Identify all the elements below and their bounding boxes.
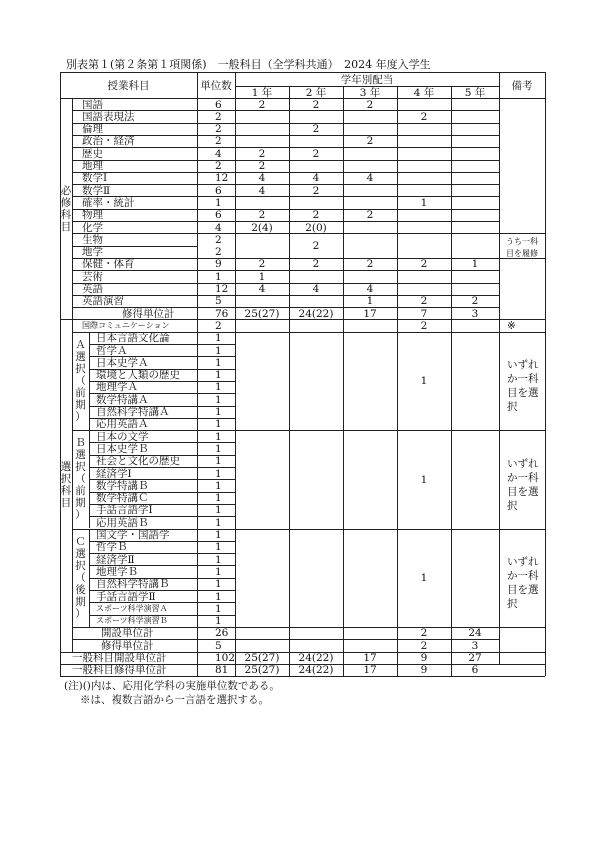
remark-note: か一科 [507, 570, 539, 583]
subject-name: 経済学Ⅱ [96, 553, 135, 566]
subject-name: 自然科学特講Ｂ [96, 578, 170, 591]
credit-value: 1 [215, 356, 222, 369]
total-year: 17 [363, 307, 377, 320]
table-rule [343, 98, 344, 664]
header-year: 5 年 [464, 87, 486, 99]
credit-value: 1 [215, 479, 222, 492]
credit-value: 1 [215, 196, 222, 209]
credit-value: 4 [215, 147, 222, 160]
year-credit: 2 [420, 295, 428, 308]
subject-name: 化学 [82, 221, 103, 234]
credit-value: 1 [215, 332, 222, 345]
subject-name: 哲学Ａ [96, 344, 128, 357]
credit-value: 1 [215, 553, 222, 566]
footnote: (注)()内は、応用化学科の実施単位数である。 [64, 680, 280, 693]
header-allocation: 学年別配当 [340, 73, 394, 86]
elective-group-label: Ｂ 選 択 （ 前 期 ） [75, 437, 86, 522]
credit-value: 12 [215, 172, 229, 185]
year-credit: 2 [312, 98, 320, 111]
credit-value: 1 [215, 578, 222, 591]
table-rule [235, 184, 499, 185]
total-year: 2 [420, 627, 428, 640]
credit-value: 6 [215, 209, 222, 222]
table-rule [235, 664, 236, 676]
grand-total-label: 一般科目開設単位計 [72, 652, 167, 664]
credit-value: 2 [215, 319, 222, 332]
year-credit: 2(0) [305, 221, 327, 234]
year-credit: 4 [312, 283, 320, 295]
page-title: 別表第１(第２条第１項関係) 一般科目（全学科共通） 2024 年度入学生 [66, 58, 431, 71]
year-credit: 2 [366, 98, 374, 111]
year-credit: 1 [420, 473, 428, 486]
year-credit: 2 [312, 184, 320, 197]
subject-name: 手話言語学Ⅱ [96, 590, 156, 603]
grand-total-year: 6 [471, 664, 479, 677]
elective-group-label: 選 択 科 目 [60, 461, 72, 510]
year-credit: 2 [420, 258, 428, 271]
subject-name: 生物 [82, 233, 103, 246]
credit-value: 4 [215, 221, 222, 234]
table-rule [235, 147, 499, 148]
total-year: 3 [471, 307, 479, 320]
subject-name: 日本史学Ａ [96, 356, 149, 369]
grand-total-credit: 102 [215, 652, 236, 664]
header-year: 2 年 [305, 87, 327, 99]
credit-value: 6 [215, 184, 222, 197]
subject-name: 地理学Ａ [96, 381, 138, 394]
grand-total-year: 17 [363, 652, 377, 664]
remark-note: 目を選 [507, 485, 539, 498]
credit-value: 1 [215, 418, 222, 431]
subject-name: スポーツ科学演習Ａ [96, 603, 168, 613]
table-rule [235, 123, 499, 124]
table-rule [197, 72, 198, 98]
table-rule [235, 270, 499, 271]
subject-name: 政治・経済 [82, 135, 135, 148]
remark-rule [499, 258, 545, 259]
year-credit: 2 [258, 160, 266, 172]
credit-value: 1 [215, 442, 222, 455]
total-year: 7 [420, 307, 428, 320]
subject-name: 国際コミュニケーション [82, 320, 170, 330]
remark-note: 目を選 [507, 387, 539, 400]
remark-note: 目を履修 [506, 249, 538, 259]
subject-name: 数学Ⅱ [82, 184, 111, 197]
year-credit: 2 [366, 209, 374, 222]
grand-total-year: 25(27) [244, 664, 280, 677]
credit-value: 1 [215, 406, 222, 418]
subject-name: 日本史学Ｂ [96, 442, 149, 455]
remark-note: か一科 [507, 373, 539, 386]
remark-note: 択 [507, 598, 518, 611]
credit-value: 1 [215, 344, 222, 357]
subject-name: 日本の文学 [96, 430, 149, 443]
subject-name: 数学特講Ｂ [96, 479, 149, 492]
table-rule [397, 664, 398, 676]
remark-note: 択 [507, 401, 518, 414]
table-rule [451, 86, 452, 98]
table-top-border [60, 72, 545, 73]
year-credit: 2 [258, 258, 266, 271]
year-credit: 1 [420, 375, 428, 388]
total-year: 24 [468, 627, 482, 640]
credit-value: 1 [215, 369, 222, 382]
subject-name: 歴史 [82, 147, 103, 160]
subject-name: スポーツ科学演習Ｂ [96, 616, 168, 626]
header-subject: 授業科目 [107, 79, 150, 92]
year-credit: 2 [258, 209, 266, 222]
year-credit: 2(4) [251, 221, 273, 234]
credit-value: 9 [215, 258, 222, 271]
table-rule [289, 86, 290, 98]
grand-total-credit: 81 [215, 664, 229, 677]
credit-value: 1 [215, 430, 222, 443]
year-credit: 2 [312, 147, 320, 160]
table-rule [289, 664, 290, 676]
subject-name: 国文学・国語学 [96, 529, 170, 541]
total-credit: 76 [215, 307, 229, 320]
remark-note: 択 [507, 499, 518, 512]
remark-rule [499, 233, 545, 234]
subject-name: 社会と文化の歴史 [96, 455, 180, 468]
total-credit: 5 [215, 639, 222, 652]
table-rule [397, 98, 398, 664]
subject-name: 経済学Ⅰ [96, 467, 132, 480]
table-rule [235, 196, 499, 197]
remark-note: 目を選 [507, 584, 539, 597]
header-year: 1 年 [251, 87, 273, 99]
subject-name: 数学Ⅰ [82, 172, 108, 185]
table-rule [343, 86, 344, 98]
credit-value: 1 [215, 516, 222, 529]
credit-value: 2 [215, 110, 222, 123]
subject-name: 芸術 [82, 270, 103, 283]
header-credits: 単位数 [200, 79, 232, 92]
table-rule [235, 98, 236, 664]
table-rule [499, 98, 500, 664]
credit-value: 1 [215, 467, 222, 480]
credit-value: 1 [215, 565, 222, 578]
table-rule [235, 221, 499, 222]
total-year: 24(22) [298, 307, 334, 320]
subject-name: 地理 [82, 160, 103, 172]
subject-name: 手話言語学Ⅰ [96, 504, 153, 517]
elective-group-label: Ａ 選 択 （ 前 期 ） [75, 338, 86, 423]
grand-total-year: 17 [363, 664, 377, 677]
subject-name: 保健・体育 [82, 258, 135, 271]
year-credit: 2 [420, 319, 428, 332]
subject-name: 数学特講Ａ [96, 393, 149, 406]
credit-value: 1 [215, 529, 222, 541]
year-credit: 1 [471, 258, 479, 271]
credit-value: 1 [215, 270, 222, 283]
credit-value: 2 [215, 123, 222, 136]
year-credit: 2 [420, 110, 428, 123]
year-credit: 1 [258, 270, 266, 283]
table-rule [235, 160, 499, 161]
credit-value: 1 [215, 504, 222, 517]
year-credit: 1 [420, 196, 428, 209]
table-rule [499, 72, 500, 98]
table-rule [197, 664, 198, 676]
credit-value: 1 [215, 590, 222, 603]
year-credit: 1 [366, 295, 374, 308]
total-label: 開設単位計 [101, 627, 154, 640]
table-rule [235, 233, 499, 234]
subject-name: 倫理 [82, 123, 103, 136]
header-year: 4 年 [413, 87, 435, 99]
subject-name: 応用英語Ｂ [96, 516, 149, 529]
table-rule [235, 110, 499, 111]
subject-name: 英語 [82, 283, 103, 295]
table-rule [289, 98, 290, 664]
year-credit: 2 [471, 295, 479, 308]
credit-value: 6 [215, 98, 222, 111]
remark-note: いずれ [507, 457, 539, 470]
year-credit: 2 [258, 98, 266, 111]
year-credit: 1 [420, 572, 428, 585]
credit-value: 2 [215, 233, 222, 246]
grand-total-year: 24(22) [298, 664, 334, 677]
footnote: ※は、複数言語から一言語を選択する。 [80, 694, 269, 707]
credit-value: 1 [215, 602, 222, 615]
year-credit: 2 [312, 209, 320, 222]
remark-note: うち一科 [506, 236, 538, 246]
subject-name: 英語演習 [82, 295, 124, 308]
year-credit: 4 [258, 184, 266, 197]
remark-note: か一科 [507, 471, 539, 484]
total-year: 3 [471, 639, 479, 652]
subject-name: 応用英語Ａ [96, 418, 149, 431]
subject-name: 自然科学特講Ａ [96, 406, 170, 418]
subject-name: 環境と人類の歴史 [96, 369, 180, 382]
year-credit: 2 [312, 123, 320, 136]
total-year: 25(27) [244, 307, 280, 320]
subject-name: 国語表現法 [82, 110, 135, 123]
grand-total-label: 一般科目修得単位計 [72, 664, 167, 677]
year-credit: 4 [258, 172, 266, 185]
grand-total-year: 25(27) [244, 652, 280, 664]
grand-total-year: 24(22) [298, 652, 334, 664]
subject-name: 確率・統計 [82, 196, 135, 209]
subject-name: 国語 [82, 98, 103, 111]
credit-value: 1 [215, 393, 222, 406]
total-label: 修得単位計 [122, 307, 175, 320]
subject-name: 数学特講Ｃ [96, 492, 149, 505]
group-rule [72, 98, 73, 652]
credit-value: 5 [215, 295, 222, 308]
credit-value: 1 [215, 381, 222, 394]
subject-name: 地学 [82, 246, 103, 259]
total-credit: 26 [215, 627, 229, 640]
year-credit: 2 [366, 258, 374, 271]
total-year: 2 [420, 639, 428, 652]
table-rule [451, 98, 452, 664]
year-credit: 2 [312, 258, 320, 271]
total-label: 修得単位計 [101, 639, 154, 652]
header-year: 3 年 [359, 87, 381, 99]
credit-value: 1 [215, 615, 222, 628]
credit-value: 12 [215, 283, 229, 295]
credit-value: 2 [215, 246, 222, 259]
elective-group-label: Ｃ 選 択 （ 後 期 ） [75, 535, 86, 620]
table-rule [343, 664, 344, 676]
credit-value: 2 [215, 160, 222, 172]
credit-value: 2 [215, 135, 222, 148]
table-rule [451, 664, 452, 676]
table-right-border [545, 72, 546, 676]
subject-name: 日本言語文化論 [96, 332, 170, 345]
credit-value: 1 [215, 492, 222, 505]
grand-total-year: 27 [468, 652, 482, 664]
credit-value: 1 [215, 455, 222, 468]
year-credit: 2 [366, 135, 374, 148]
table-rule [235, 72, 236, 98]
year-credit: 4 [258, 283, 266, 295]
year-credit: 2 [258, 147, 266, 160]
table-rule [397, 86, 398, 98]
year-credit: 4 [312, 172, 320, 185]
subject-name: 哲学Ｂ [96, 541, 128, 554]
table-left-border [60, 72, 61, 676]
required-group-label: 必 修 科 目 [60, 184, 72, 233]
year-credit: 4 [366, 283, 374, 295]
subject-name: 地理学Ｂ [96, 565, 138, 578]
grand-total-year: 9 [420, 652, 428, 664]
credit-value: 1 [215, 541, 222, 554]
subject-name: 物理 [82, 209, 103, 222]
header-remarks: 備考 [511, 79, 533, 92]
remark-note: ※ [507, 319, 516, 332]
remark-note: いずれ [507, 359, 539, 372]
remark-note: いずれ [507, 556, 539, 569]
grand-total-year: 9 [420, 664, 428, 677]
year-credit: 2 [312, 239, 320, 252]
year-credit: 4 [366, 172, 374, 185]
